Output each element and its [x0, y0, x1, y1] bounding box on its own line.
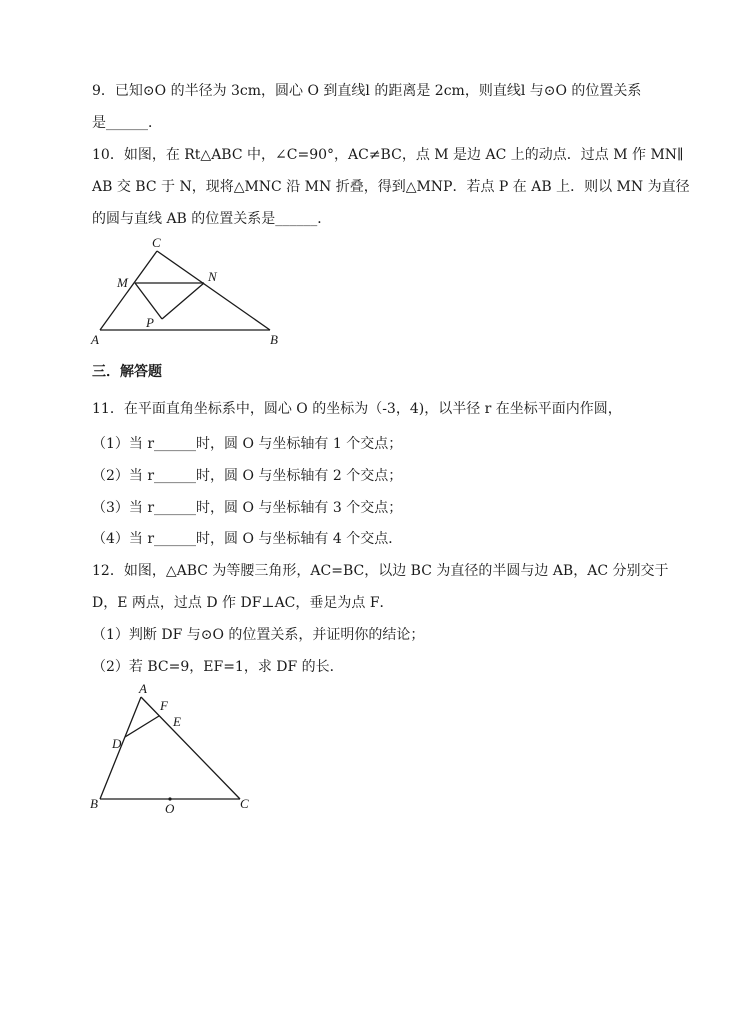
q10-segment-np [162, 283, 204, 319]
q12-part-1: （1）判断 DF 与⊙O 的位置关系，并证明你的结论； [92, 627, 425, 643]
q11-part-2: （2）当 r______时，圆 O 与坐标轴有 2 个交点； [92, 468, 403, 484]
q10-figure [85, 235, 300, 350]
q10-label-c: C [152, 235, 161, 250]
q10-segment-cb [157, 251, 270, 330]
q10-label-p: P [146, 315, 154, 330]
q10-label-a: A [91, 332, 99, 347]
q12-label-a: A [139, 682, 147, 696]
q11-line-1: 11．在平面直角坐标系中，圆心 O 的坐标为（-3，4)，以半径 r 在坐标平面内作圆， [92, 401, 622, 417]
q12-segment-df [125, 716, 159, 737]
q9-line-2: 是______． [92, 115, 162, 131]
q12-figure [85, 682, 260, 820]
q12-label-o: O [165, 801, 175, 816]
q10-segment-mp [135, 283, 162, 319]
q10-line-2: AB 交 BC 于 N，现将△MNC 沿 MN 折叠，得到△MNP．若点 P 在 AB 上．则以 MN 为直径 [92, 179, 690, 195]
q12-label-b: B [90, 796, 98, 811]
q12-segment-ac [141, 697, 240, 799]
q10-label-m: M [117, 275, 128, 290]
q11-part-1: （1）当 r______时，圆 O 与坐标轴有 1 个交点； [92, 436, 403, 452]
q9-line-1: 9．已知⊙O 的半径为 3cm，圆心 O 到直线l 的距离是 2cm，则直线l 与⊙O 的位置关系 [92, 83, 642, 99]
q12-label-e: E [173, 714, 181, 729]
q12-line-1: 12．如图，△ABC 为等腰三角形，AC=BC，以边 BC 为直径的半圆与边 AB，AC 分别交于 [92, 563, 669, 579]
q11-part-4: （4）当 r______时，圆 O 与坐标轴有 4 个交点． [92, 531, 403, 547]
q10-label-b: B [270, 332, 278, 347]
q10-line-3: 的圆与直线 AB 的位置关系是______． [92, 211, 332, 227]
q12-line-2: D，E 两点，过点 D 作 DF⊥AC，垂足为点 F． [92, 595, 394, 611]
q12-label-d: D [112, 736, 122, 751]
q11-part-3: （3）当 r______时，圆 O 与坐标轴有 3 个交点； [92, 500, 403, 516]
q12-part-2: （2）若 BC=9，EF=1，求 DF 的长． [92, 659, 344, 675]
q12-label-f: F [160, 698, 168, 713]
q12-label-c: C [240, 796, 249, 811]
section-3-heading: 三．解答题 [92, 364, 162, 380]
q10-label-n: N [208, 269, 217, 284]
q10-line-1: 10．如图，在 Rt△ABC 中，∠C=90°，AC≠BC，点 M 是边 AC 上的动点．过点 M 作 MN∥ [92, 147, 684, 163]
